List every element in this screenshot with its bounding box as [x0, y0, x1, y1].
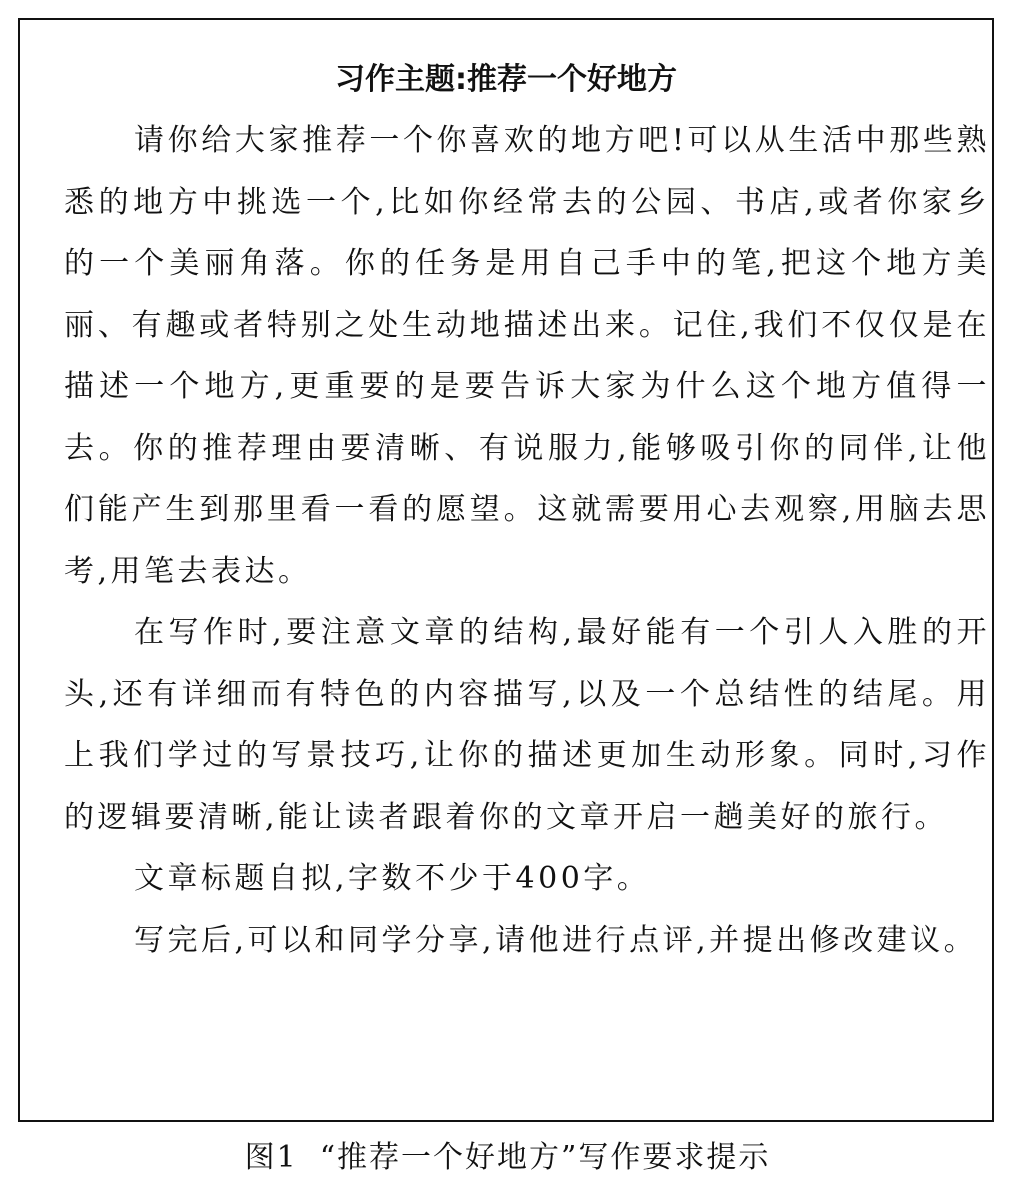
figure-caption — [0, 1138, 1015, 1178]
paragraph-intro: 请你给大家推荐一个你喜欢的地方吧!可以从生活中那些熟悉的地方中挑选一个,比如你经常去的公园、书店,或者你家乡的一个美丽角落。你的任务是用自己手中的笔,把这个地方美丽、有趣或者特别之处生动地描述出来。记住,我们不仅仅是在描述一个地方,更重要的是要告诉大家为什么这个地方值得一去。你的推荐理由要清晰、有说服力,能够吸引你的同伴,让他们能产生到那里看一看的愿望。这就需要用心去观察,用脑去思考,用笔去表达。 — [64, 123, 990, 589]
paragraph-share: 写完后,可以和同学分享,请他进行点评,并提出修改建议。 — [134, 922, 978, 958]
prompt-box — [18, 18, 994, 1122]
paragraph-structure: 在写作时,要注意文章的结构,最好能有一个引人入胜的开头,还有详细而有特色的内容描写,以及一个总结性的结尾。用上我们学过的写景技巧,让你的描述更加生动形象。同时,习作的逻辑要清晰,能让读者跟着你的文章开启一趟美好的旅行。 — [64, 615, 990, 835]
prompt-title: 习作主题:推荐一个好地方 — [335, 62, 677, 97]
figure-caption-text: “推荐一个好地方”写作要求提示 — [319, 1140, 771, 1175]
figure-number: 图1 — [244, 1140, 298, 1175]
prompt-body — [64, 110, 990, 971]
paragraph-title-length: 文章标题自拟,字数不少于400字。 — [134, 861, 651, 896]
